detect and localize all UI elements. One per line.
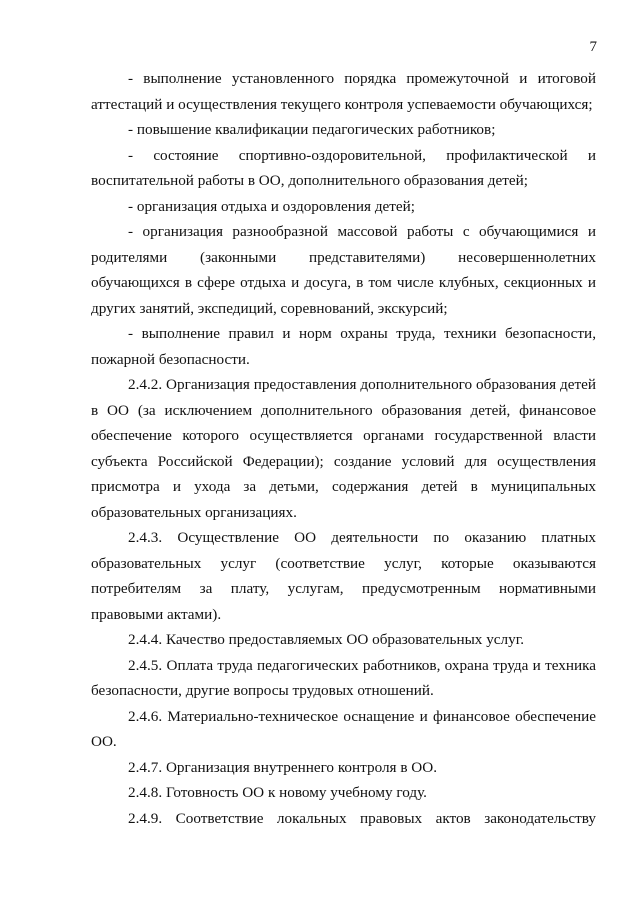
- paragraph-section-2-4-4: 2.4.4. Качество предоставляемых ОО образовательных услуг.: [128, 631, 525, 648]
- paragraph-item-safety-rules: - выполнение правил и норм охраны труда, техники безопасности, пожарной безопасности.: [91, 325, 596, 368]
- paragraph-section-2-4-9: 2.4.9. Соответствие локальных правовых актов законодательству: [128, 809, 596, 827]
- paragraph-section-2-4-3: 2.4.3. Осуществление ОО деятельности по оказанию платных образовательных услуг (соответствие услуг, которые оказываются потребителям за плату, услугам, предусмотренным нормативными правовыми актами).: [91, 529, 596, 623]
- document-body: [91, 66, 596, 831]
- paragraph-item-rest-organization: - организация отдыха и оздоровления детей;: [128, 197, 416, 215]
- paragraph-item-attestation: - выполнение установленного порядка промежуточной и итоговой аттестаций и осуществления текущего контроля успеваемости обучающихся;: [91, 70, 596, 113]
- page-number: 7: [589, 39, 597, 55]
- paragraph-section-2-4-5: 2.4.5. Оплата труда педагогических работников, охрана труда и техника безопасности, другие вопросы трудовых отношений.: [91, 656, 596, 699]
- paragraph-section-2-4-6: 2.4.6. Материально-техническое оснащение и финансовое обеспечение ОО.: [91, 707, 596, 750]
- paragraph-item-mass-work: - организация разнообразной массовой работы с обучающимися и родителями (законными представителями) несовершеннолетних обучающихся в сфере отдыха и досуга, в том числе клубных, секционных и других занятий, экспедиций, соревнований, экскурсий;: [91, 223, 596, 317]
- paragraph-section-2-4-2: 2.4.2. Организация предоставления дополнительного образования детей в ОО (за исключением дополнительного образования детей, финансовое обеспечение которого осуществляется органами государственной власти субъекта Российской Федерации); создание условий для осуществления присмотра и ухода за детьми, содержания детей в муниципальных образовательных организациях.: [91, 376, 596, 521]
- paragraph-item-qualification: - повышение квалификации педагогических работников;: [128, 121, 496, 138]
- paragraph-section-2-4-7: 2.4.7. Организация внутреннего контроля в ОО.: [128, 758, 438, 776]
- paragraph-section-2-4-8: 2.4.8. Готовность ОО к новому учебному году.: [128, 784, 427, 801]
- paragraph-item-sport-health-work: - состояние спортивно-оздоровительной, профилактической и воспитательной работы в ОО, дополнительного образования детей;: [91, 146, 596, 189]
